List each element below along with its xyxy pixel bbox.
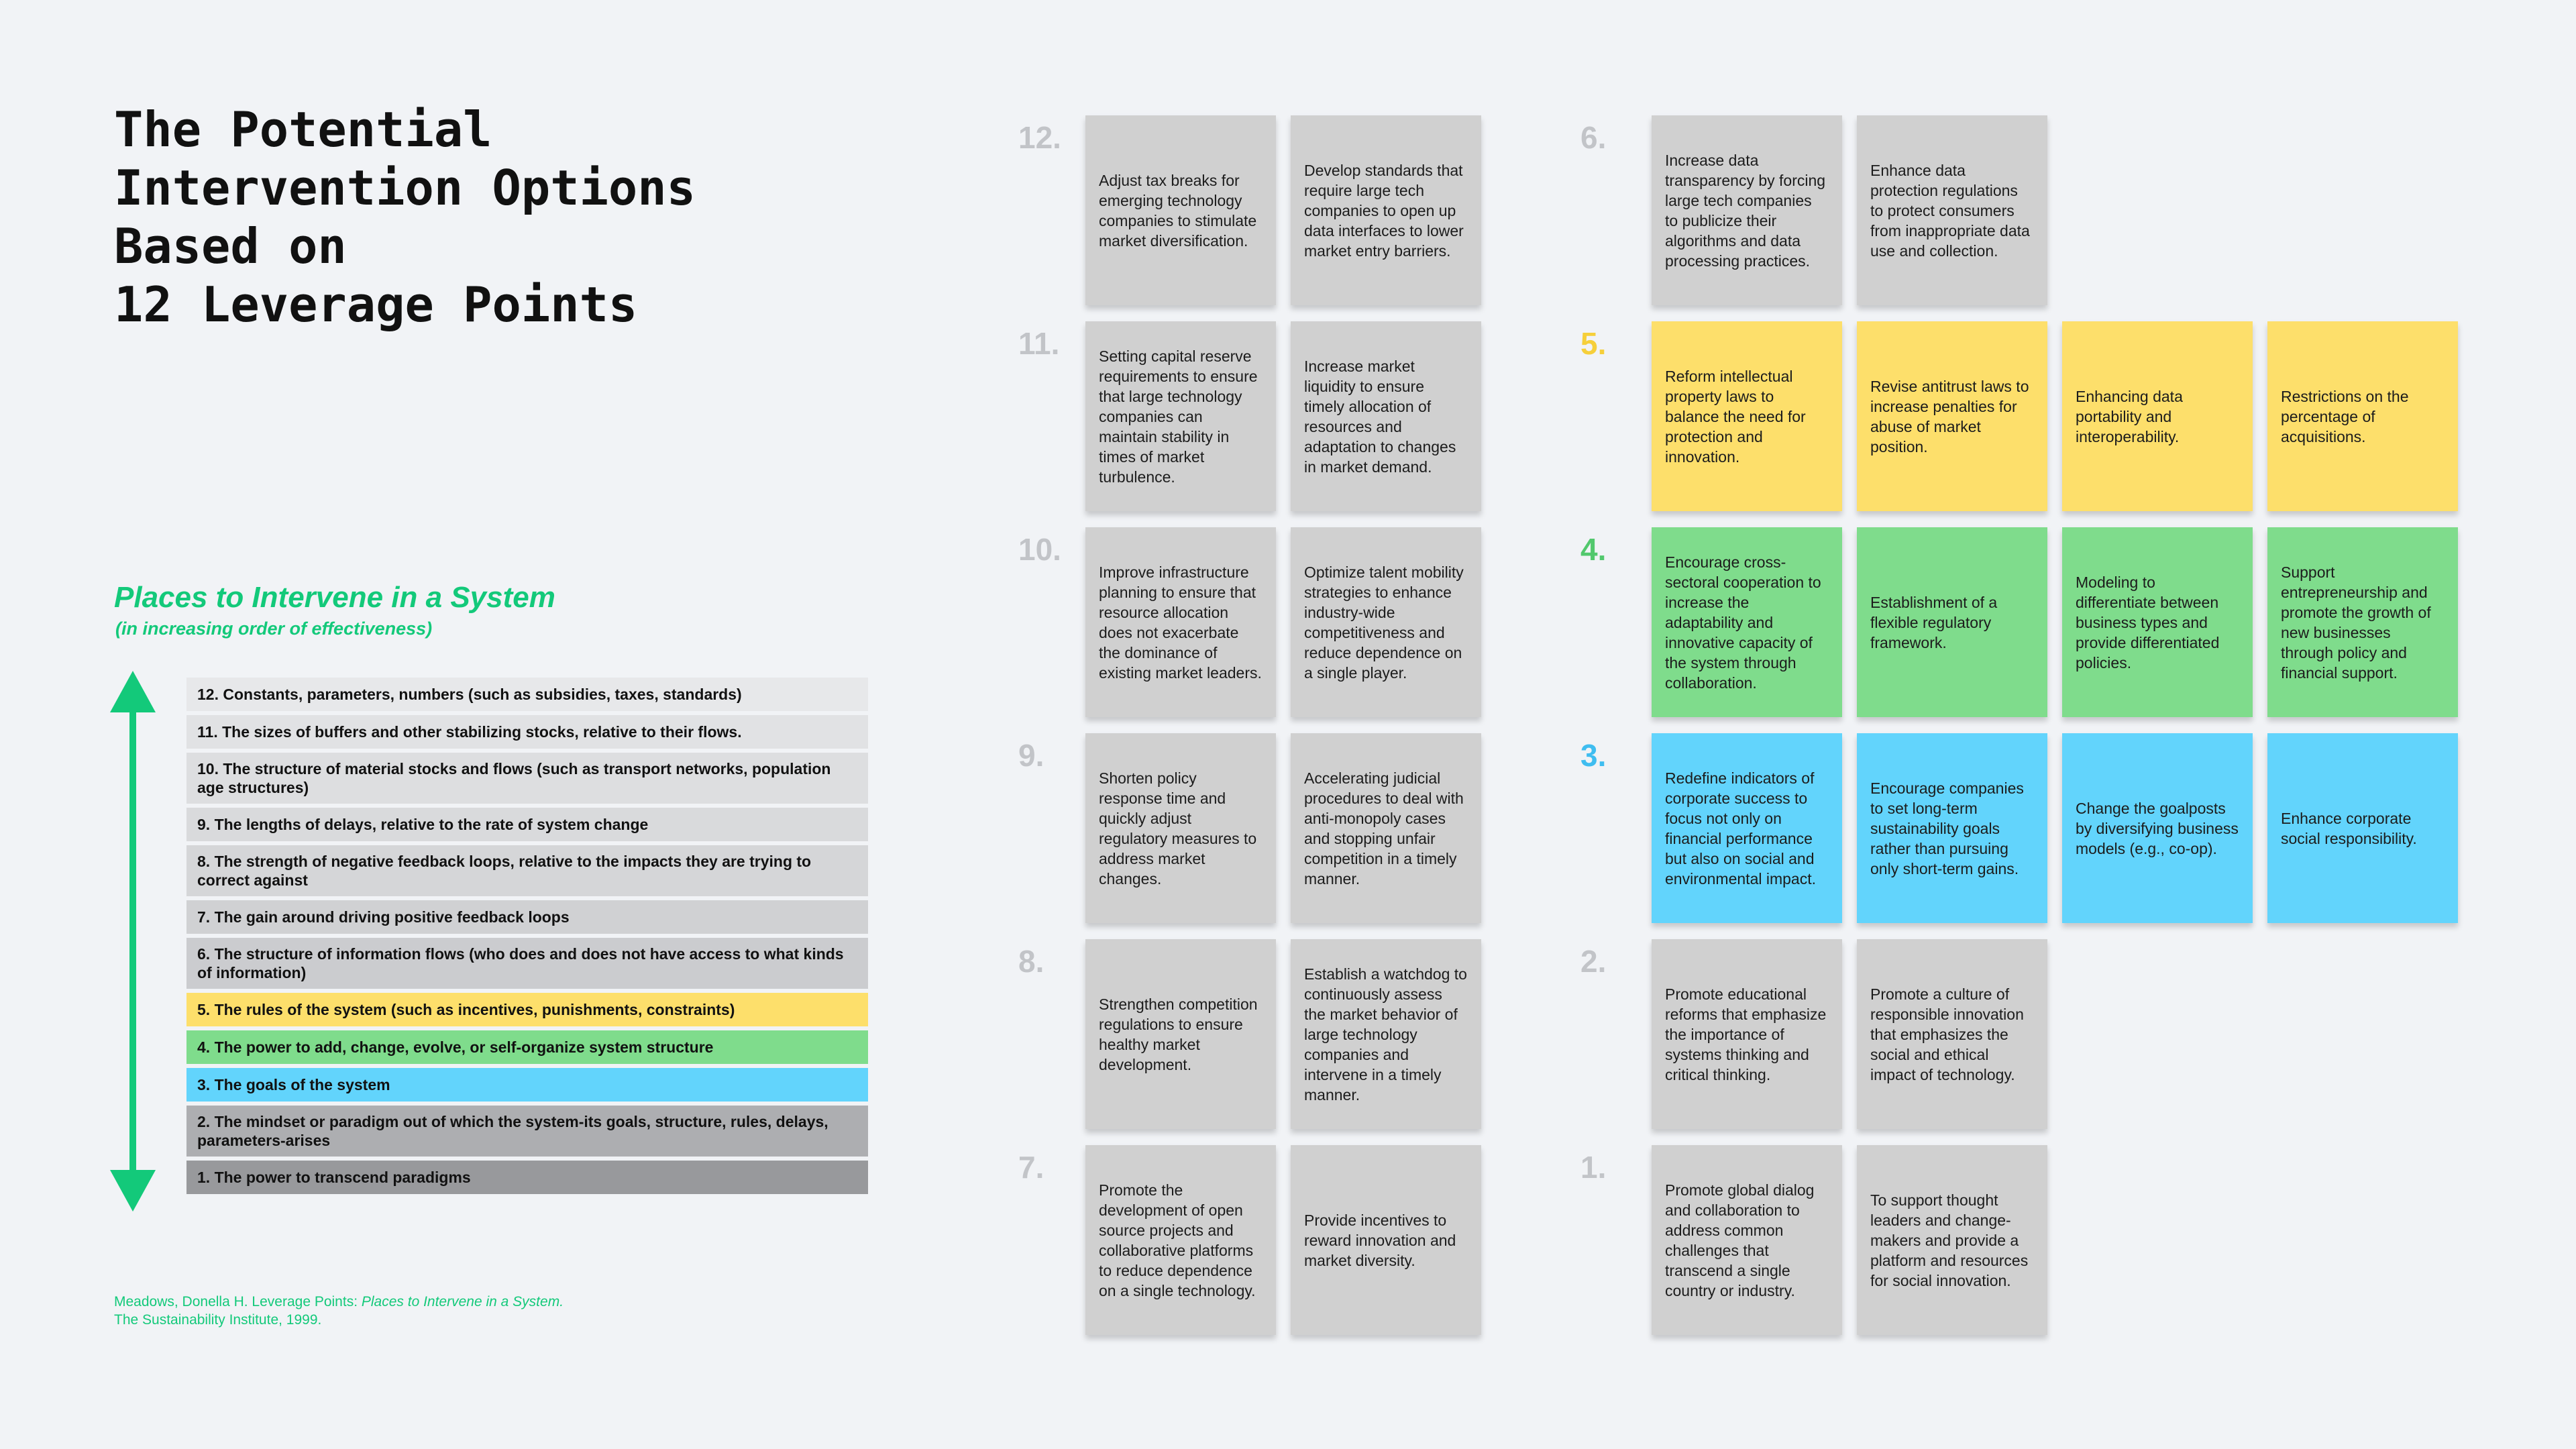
leverage-row-number: 1. <box>1580 1150 1607 1185</box>
title-line: Based on <box>114 218 347 274</box>
sticky-note[interactable] <box>1857 939 2047 1129</box>
leverage-levels-list <box>186 678 868 1198</box>
leverage-row-number: 3. <box>1580 738 1607 773</box>
sticky-note[interactable] <box>1857 115 2047 305</box>
sticky-note[interactable] <box>1291 1145 1481 1335</box>
sticky-note-text: Establish a watchdog to continuously assess the market behavior of large technology companies and intervene in a timely manner. <box>1304 965 1467 1104</box>
sticky-note-text: Increase data transparency by forcing large tech companies to publicize their algorithms and data processing practices. <box>1665 151 1826 270</box>
sticky-note-text: Adjust tax breaks for emerging technology companies to stimulate market diversification. <box>1099 171 1257 250</box>
leverage-level-item: 3. The goals of the system <box>186 1068 868 1102</box>
sticky-note[interactable] <box>1652 939 1842 1129</box>
sticky-note-text: Support entrepreneurship and promote the growth of new businesses through policy and financial support. <box>2281 563 2431 682</box>
places-title: Places to Intervene in a System <box>114 581 555 614</box>
places-subtitle: (in increasing order of effectiveness) <box>115 619 433 639</box>
sticky-note-text: Increase market liquidity to ensure timely allocation of resources and adaptation to changes in market demand. <box>1304 357 1456 476</box>
sticky-note[interactable] <box>1857 321 2047 511</box>
leverage-row-number: 8. <box>1018 944 1044 979</box>
sticky-note[interactable] <box>1291 733 1481 923</box>
title-line: 12 Leverage Points <box>114 276 638 333</box>
sticky-note-text: Setting capital reserve requirements to ensure that large technology companies can maintain stability in times of market turbulence. <box>1099 347 1258 486</box>
sticky-note-text: Improve infrastructure planning to ensure that resource allocation does not exacerbate the dominance of existing market leaders. <box>1099 563 1262 682</box>
sticky-note-text: Promote a culture of responsible innovation that emphasizes the social and ethical impact of technology. <box>1870 985 2024 1083</box>
sticky-note[interactable] <box>1857 527 2047 717</box>
sticky-note[interactable] <box>1857 733 2047 923</box>
sticky-note-text: Develop standards that require large tech companies to open up data interfaces to lower market entry barriers. <box>1304 161 1464 260</box>
sticky-note-text: Strengthen competition regulations to ensure healthy market development. <box>1099 995 1258 1073</box>
sticky-note-text: Enhancing data portability and interoperability. <box>2076 387 2183 445</box>
sticky-note-text: Change the goalposts by diversifying business models (e.g., co-op). <box>2076 799 2239 857</box>
leverage-level-item: 11. The sizes of buffers and other stabilizing stocks, relative to their flows. <box>186 715 868 749</box>
sticky-note[interactable] <box>2267 527 2458 717</box>
sticky-note-text: Modeling to differentiate between business types and provide differentiated policies. <box>2076 573 2220 672</box>
leverage-row-number: 2. <box>1580 944 1607 979</box>
sticky-note-text: Establishment of a flexible regulatory framework. <box>1870 593 1998 651</box>
sticky-note-text: Revise antitrust laws to increase penalties for abuse of market position. <box>1870 377 2029 455</box>
sticky-note-text: Restrictions on the percentage of acquisitions. <box>2281 387 2409 445</box>
sticky-note-text: Reform intellectual property laws to balance the need for protection and innovation. <box>1665 367 1806 466</box>
leverage-row-number: 7. <box>1018 1150 1044 1185</box>
sticky-note[interactable] <box>1085 115 1276 305</box>
sticky-note[interactable] <box>1085 733 1276 923</box>
leverage-level-item: 7. The gain around driving positive feedback loops <box>186 900 868 934</box>
sticky-note[interactable] <box>1291 939 1481 1129</box>
leverage-row-number: 6. <box>1580 120 1607 155</box>
sticky-note[interactable] <box>1652 321 1842 511</box>
leverage-row-number: 11. <box>1018 326 1060 361</box>
sticky-note[interactable] <box>2267 733 2458 923</box>
sticky-note-text: Enhance data protection regulations to protect consumers from inappropriate data use and collection. <box>1870 161 2030 260</box>
sticky-note[interactable] <box>1291 115 1481 305</box>
leverage-row-number: 10. <box>1018 532 1061 567</box>
leverage-level-item: 4. The power to add, change, evolve, or self-organize system structure <box>186 1030 868 1064</box>
sticky-note-text: Enhance corporate social responsibility. <box>2281 809 2417 847</box>
sticky-note-text: Optimize talent mobility strategies to enhance industry-wide competitiveness and reduce dependence on a single player. <box>1304 563 1464 682</box>
leverage-row-number: 12. <box>1018 120 1061 155</box>
page-title <box>114 101 696 334</box>
leverage-level-item: 5. The rules of the system (such as incentives, punishments, constraints) <box>186 993 868 1026</box>
sticky-note[interactable] <box>1085 939 1276 1129</box>
sticky-note-text: Promote educational reforms that emphasize the importance of systems thinking and critical thinking. <box>1665 985 1827 1083</box>
leverage-level-item: 9. The lengths of delays, relative to the rate of system change <box>186 808 868 841</box>
sticky-note-text: Encourage cross-sectoral cooperation to increase the adaptability and innovative capacity of the system through collaboration. <box>1665 553 1821 692</box>
title-line: Intervention Options <box>114 160 696 216</box>
sticky-note-text: Shorten policy response time and quickly adjust regulatory measures to address market changes. <box>1099 769 1257 888</box>
sticky-note-text: Promote the development of open source projects and collaborative platforms to reduce dependence on a single technology. <box>1099 1181 1256 1299</box>
citation-text: Meadows, Donella H. Leverage Points: <box>114 1294 362 1309</box>
sticky-note[interactable] <box>1652 115 1842 305</box>
sticky-note[interactable] <box>1291 527 1481 717</box>
citation-title: Places to Intervene in a System. <box>361 1294 564 1309</box>
sticky-note[interactable] <box>1291 321 1481 511</box>
sticky-note[interactable] <box>1857 1145 2047 1335</box>
sticky-note[interactable] <box>2062 321 2253 511</box>
sticky-note-text: Encourage companies to set long-term sustainability goals rather than pursuing only short-term gains. <box>1870 779 2024 877</box>
sticky-note-text: Provide incentives to reward innovation and market diversity. <box>1304 1211 1456 1269</box>
leverage-level-item: 8. The strength of negative feedback loops, relative to the impacts they are trying to correct against <box>186 845 868 896</box>
citation-publisher: The Sustainability Institute, 1999. <box>114 1312 322 1328</box>
citation <box>114 1293 564 1329</box>
title-line: The Potential <box>114 101 492 158</box>
leverage-level-item: 2. The mindset or paradigm out of which the system-its goals, structure, rules, delays, parameters-arises <box>186 1106 868 1157</box>
sticky-note-text: Redefine indicators of corporate success to focus not only on financial performance but also on social and environmental impact. <box>1665 769 1816 888</box>
leverage-row-number: 4. <box>1580 532 1607 567</box>
leverage-level-item: 6. The structure of information flows (who does and does not have access to what kinds of information) <box>186 938 868 989</box>
sticky-note[interactable] <box>1652 527 1842 717</box>
sticky-note[interactable] <box>1085 1145 1276 1335</box>
sticky-note-text: To support thought leaders and change-makers and provide a platform and resources for social innovation. <box>1870 1191 2029 1289</box>
leverage-row-number: 9. <box>1018 738 1044 773</box>
leverage-level-item: 12. Constants, parameters, numbers (such as subsidies, taxes, standards) <box>186 678 868 711</box>
sticky-note-text: Accelerating judicial procedures to deal with anti-monopoly cases and stopping unfair competition in a timely manner. <box>1304 769 1464 888</box>
sticky-note[interactable] <box>1652 733 1842 923</box>
double-arrow-icon <box>109 671 157 1212</box>
sticky-note[interactable] <box>1085 527 1276 717</box>
sticky-note[interactable] <box>2267 321 2458 511</box>
leverage-row-number: 5. <box>1580 326 1607 361</box>
leverage-level-item: 10. The structure of material stocks and flows (such as transport networks, population age structures) <box>186 753 868 804</box>
leverage-level-item: 1. The power to transcend paradigms <box>186 1161 868 1194</box>
sticky-note[interactable] <box>2062 527 2253 717</box>
sticky-note[interactable] <box>1652 1145 1842 1335</box>
sticky-note[interactable] <box>1085 321 1276 511</box>
sticky-note[interactable] <box>2062 733 2253 923</box>
sticky-note-text: Promote global dialog and collaboration to address common challenges that transcend a single country or industry. <box>1665 1181 1815 1299</box>
